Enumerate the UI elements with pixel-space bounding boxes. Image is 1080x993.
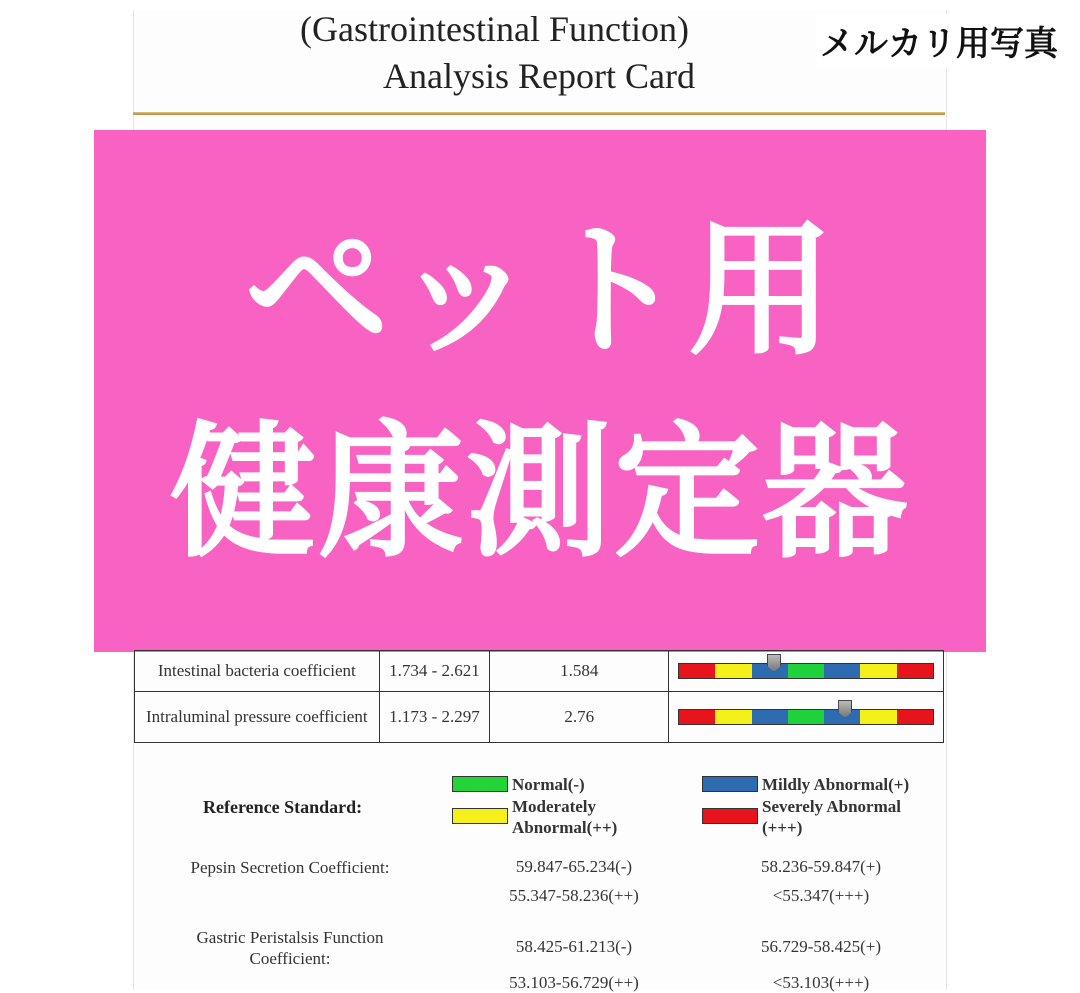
- legend-swatch-severe: [702, 808, 758, 824]
- legend-swatch-moderate: [452, 808, 508, 824]
- normal-range: 1.173 - 2.297: [379, 692, 490, 743]
- overlay-banner: [94, 130, 986, 652]
- indicator-cell: [669, 692, 944, 743]
- item-name: Intraluminal pressure coefficient: [135, 692, 380, 743]
- results-table: [134, 650, 944, 743]
- legend-label-mild: Mildly Abnormal(+): [762, 775, 910, 794]
- scale-segment: [860, 710, 896, 724]
- legend-label-moderate: Moderately Abnormal(++): [512, 797, 618, 837]
- peristalsis-label: Gastric Peristalsis Function Coefficient:: [196, 928, 384, 968]
- peristalsis-mild: 56.729-58.425(+): [760, 937, 882, 956]
- indicator-cell: [669, 651, 944, 692]
- corner-label: メルカリ用写真: [816, 14, 1062, 67]
- table-row: [135, 651, 944, 692]
- measured-value: 2.76: [490, 692, 669, 743]
- pepsin-label: Pepsin Secretion Coefficient:: [190, 858, 390, 877]
- pepsin-severe: <55.347(+++): [772, 886, 870, 905]
- title-divider: [133, 112, 945, 115]
- legend-swatch-normal: [452, 776, 508, 792]
- legend-label-normal: Normal(-): [512, 775, 585, 794]
- reference-heading: Reference Standard:: [203, 797, 363, 817]
- measured-value: 1.584: [490, 651, 669, 692]
- report-title-line1: (Gastrointestinal Function): [300, 9, 689, 49]
- indicator-scale: [678, 663, 934, 679]
- peristalsis-moderate: 53.103-56.729(++): [509, 973, 639, 992]
- item-name: Intestinal bacteria coefficient: [135, 651, 380, 692]
- scale-segment: [897, 664, 933, 678]
- scale-segment: [715, 664, 751, 678]
- pepsin-normal: 59.847-65.234(-): [515, 857, 633, 876]
- banner-line2: 健康測定器: [170, 408, 910, 578]
- peristalsis-normal: 58.425-61.213(-): [515, 937, 633, 956]
- legend-label-severe: Severely Abnormal (+++): [762, 797, 901, 837]
- scale-segment: [860, 664, 896, 678]
- scale-segment: [824, 664, 860, 678]
- scale-segment: [715, 710, 751, 724]
- pepsin-moderate: 55.347-58.236(++): [509, 886, 639, 905]
- scale-segment: [752, 710, 788, 724]
- peristalsis-severe: <53.103(+++): [772, 973, 870, 992]
- scale-segment: [788, 664, 824, 678]
- scale-segment: [679, 710, 715, 724]
- scale-segment: [788, 710, 824, 724]
- legend-swatch-mild: [702, 776, 758, 792]
- table-row: [135, 692, 944, 743]
- indicator-scale: [678, 709, 934, 725]
- banner-line1: ペット用: [244, 206, 836, 376]
- report-title-line2: Analysis Report Card: [383, 56, 695, 96]
- scale-segment: [897, 710, 933, 724]
- pepsin-mild: 58.236-59.847(+): [760, 857, 882, 876]
- normal-range: 1.734 - 2.621: [379, 651, 490, 692]
- scale-segment: [679, 664, 715, 678]
